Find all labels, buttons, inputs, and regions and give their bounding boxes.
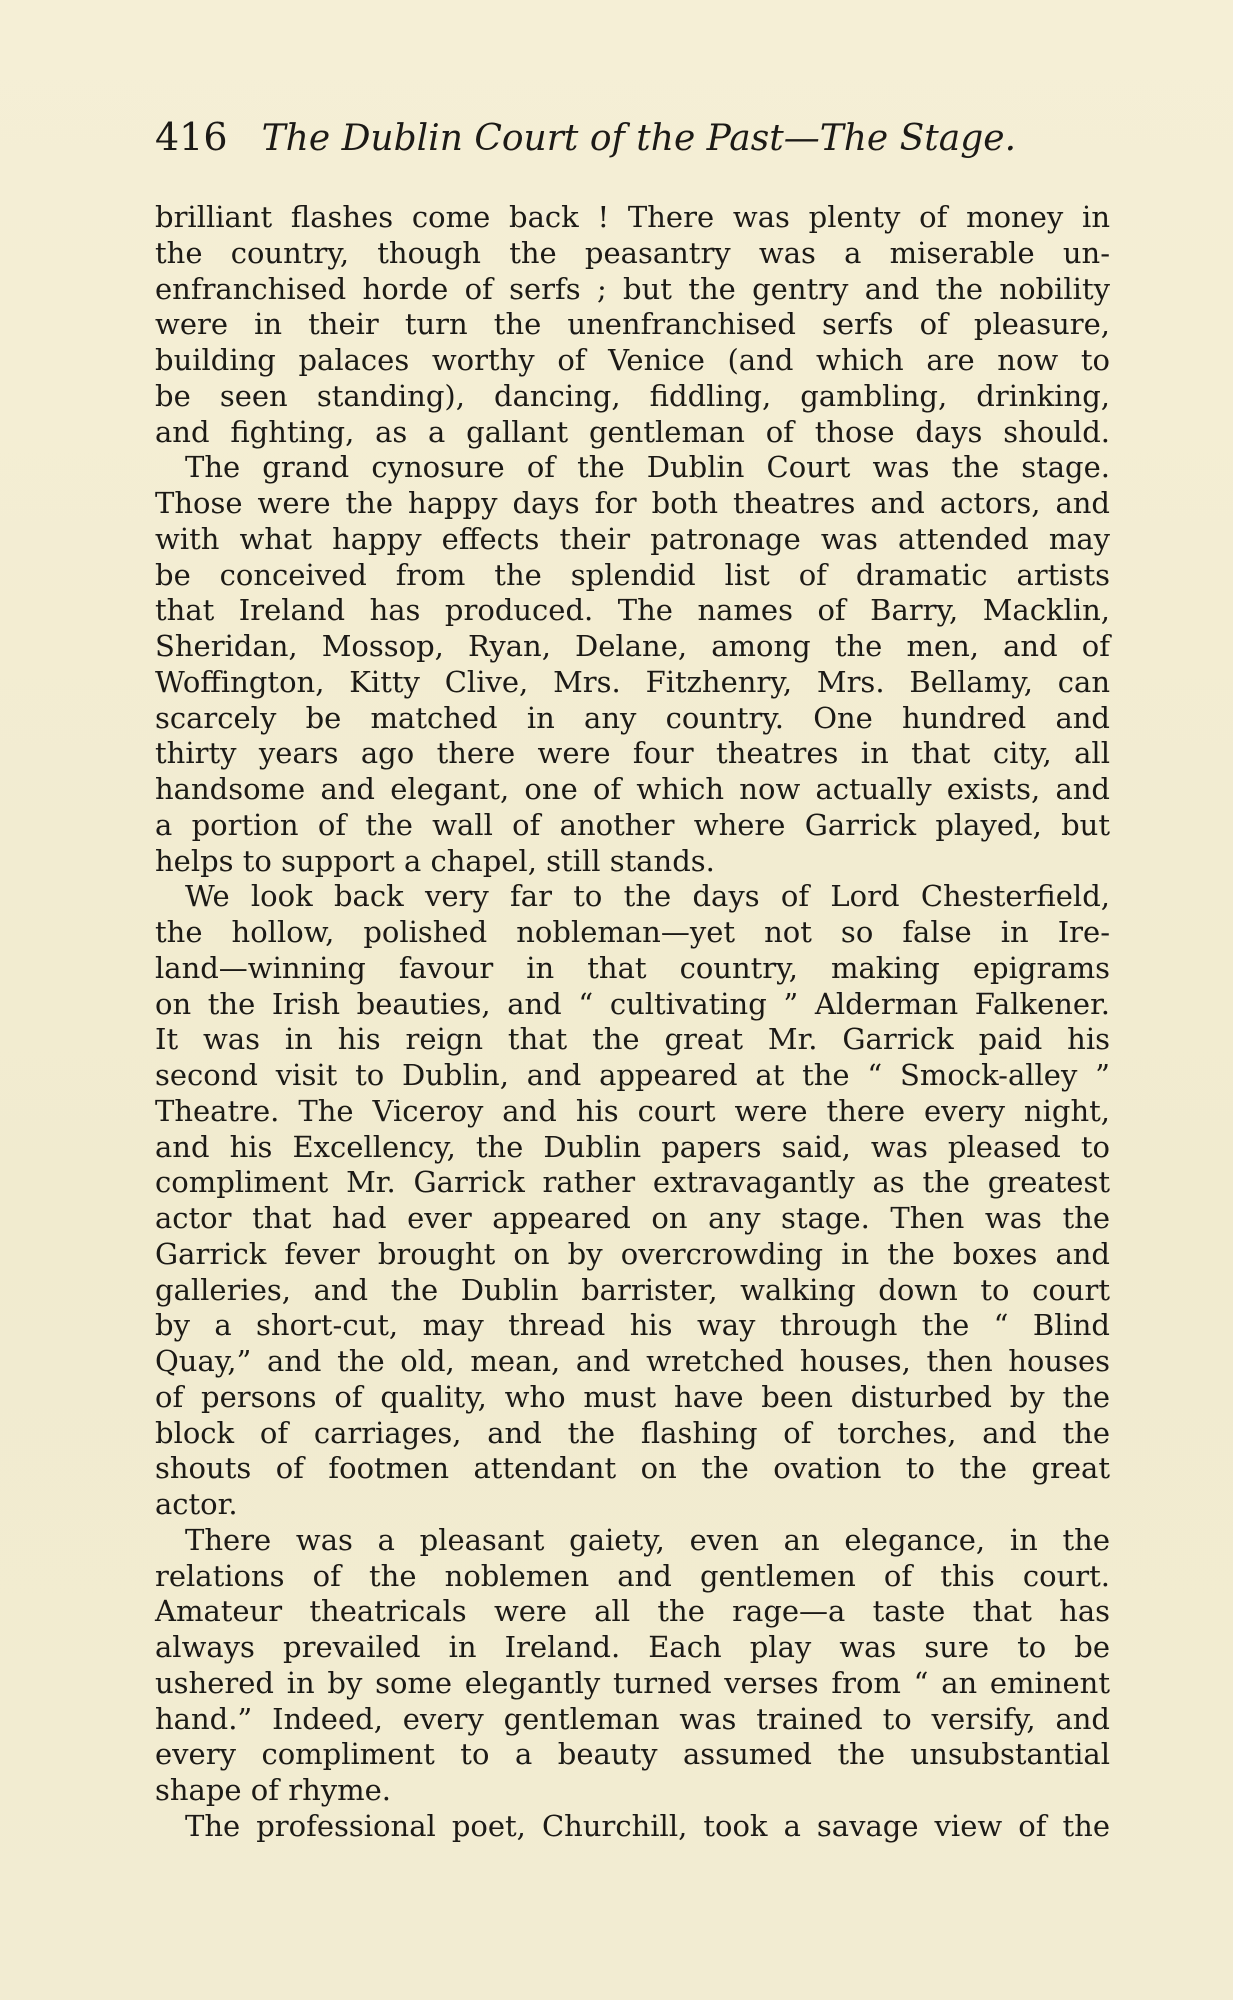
text-line: block of carriages, and the flashing of torches, and the (155, 1415, 1110, 1450)
text-line: and fighting, as a gallant gentleman of those days should. (155, 414, 1110, 449)
body-text (155, 200, 1110, 1845)
text-line: hand.” Indeed, every gentleman was trained to versify, and (155, 1701, 1110, 1736)
text-line: were in their turn the unenfranchised serfs of pleasure, (155, 307, 1110, 342)
text-line: helps to support a chapel, still stands. (155, 843, 715, 878)
text-line: be conceived from the splendid list of dramatic artists (155, 557, 1110, 592)
text-line: It was in his reign that the great Mr. Garrick paid his (155, 1022, 1110, 1057)
text-line: There was a pleasant gaiety, even an elegance, in the (185, 1522, 1110, 1557)
text-line: actor. (155, 1487, 238, 1521)
text-line: The grand cynosure of the Dublin Court was the stage. (185, 450, 1110, 485)
text-line: Amateur theatricals were all the rage—a taste that has (155, 1594, 1110, 1629)
text-line: a portion of the wall of another where Garrick played, but (155, 807, 1110, 842)
text-line: The professional poet, Churchill, took a savage view of the (185, 1808, 1110, 1843)
text-line: compliment Mr. Garrick rather extravagantly as the greatest (155, 1165, 1110, 1200)
text-line: always prevailed in Ireland. Each play was sure to be (155, 1630, 1110, 1664)
text-line: with what happy effects their patronage was attended may (155, 521, 1110, 556)
page-header (155, 112, 1115, 162)
text-line: every compliment to a beauty assumed the unsubstantial (155, 1737, 1110, 1772)
text-line: galleries, and the Dublin barrister, walking down to court (155, 1272, 1110, 1307)
text-line: Garrick fever brought on by overcrowding in the boxes and (155, 1236, 1110, 1271)
text-line: Woffington, Kitty Clive, Mrs. Fitzhenry, Mrs. Bellamy, can (155, 664, 1110, 699)
text-line: actor that had ever appeared on any stage. Then was the (155, 1201, 1110, 1235)
text-line: of persons of quality, who must have been disturbed by the (155, 1379, 1110, 1414)
text-line: and his Excellency, the Dublin papers said, was pleased to (155, 1129, 1110, 1164)
text-line: We look back very far to the days of Lord Chesterfield, (185, 879, 1110, 914)
text-line: shape of rhyme. (155, 1773, 392, 1807)
text-line: brilliant flashes come back ! There was plenty of money in (155, 200, 1110, 234)
text-line: Theatre. The Viceroy and his court were there every night, (155, 1093, 1110, 1128)
text-line: Quay,” and the old, mean, and wretched houses, then houses (155, 1344, 1110, 1378)
text-line: thirty years ago there were four theatres in that city, all (155, 736, 1110, 771)
text-line: Those were the happy days for both theatres and actors, and (155, 486, 1110, 520)
text-line: building palaces worthy of Venice (and which are now to (155, 343, 1110, 377)
text-line: ushered in by some elegantly turned verses from “ an eminent (155, 1665, 1110, 1700)
text-line: the hollow, polished nobleman—yet not so false in Ire- (155, 915, 1110, 949)
text-line: second visit to Dublin, and appeared at the “ Smock-alley ” (155, 1058, 1110, 1092)
text-line: relations of the noblemen and gentlemen of this court. (155, 1558, 1110, 1593)
text-line: scarcely be matched in any country. One hundred and (155, 700, 1110, 735)
page-number: 416 (155, 115, 228, 159)
text-line: the country, though the peasantry was a miserable un- (155, 235, 1110, 270)
text-line: land—winning favour in that country, making epigrams (155, 950, 1110, 985)
running-title: The Dublin Court of the Past—The Stage. (261, 118, 1017, 159)
text-line: shouts of footmen attendant on the ovation to the great (155, 1451, 1110, 1486)
text-line: be seen standing), dancing, fiddling, gambling, drinking, (155, 378, 1110, 413)
text-line: enfranchised horde of serfs ; but the gentry and the nobility (155, 271, 1110, 306)
text-line: on the Irish beauties, and “ cultivating ” Alderman Falkener. (155, 986, 1110, 1021)
text-line: Sheridan, Mossop, Ryan, Delane, among the men, and of (155, 629, 1110, 663)
text-line: by a short-cut, may thread his way through the “ Blind (155, 1308, 1110, 1343)
text-line: handsome and elegant, one of which now actually exists, and (155, 772, 1110, 806)
text-line: that Ireland has produced. The names of Barry, Macklin, (155, 593, 1110, 628)
